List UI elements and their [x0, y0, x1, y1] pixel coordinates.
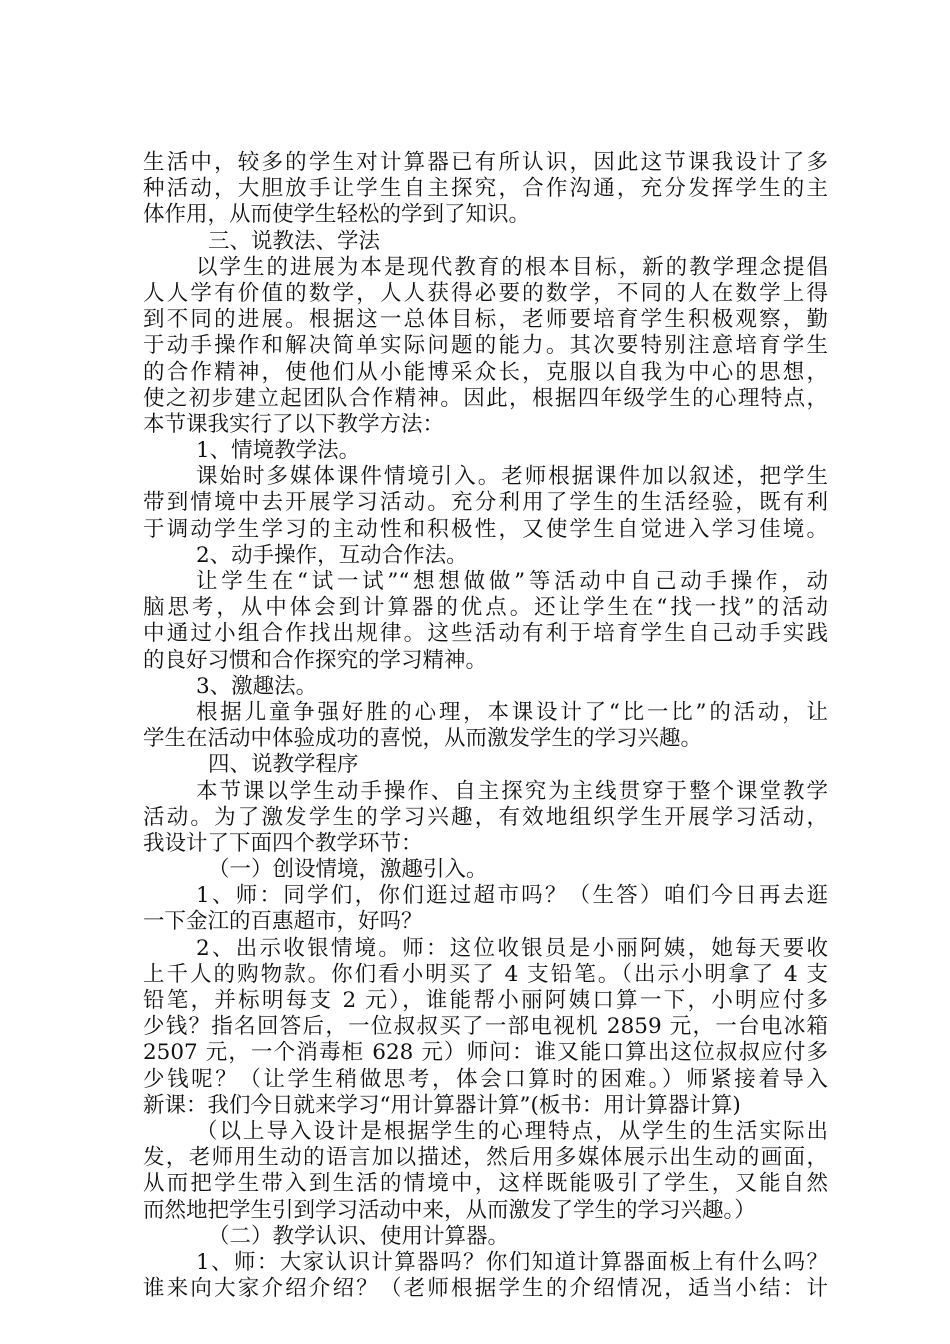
- text-line: 2、出示收银情境。师：这位收银员是小丽阿姨，她每天要收: [196, 935, 828, 961]
- section-heading: 四、说教学程序: [208, 752, 359, 778]
- text-line: 我设计了下面四个教学环节：: [143, 830, 423, 856]
- text-line: 铅笔，并标明每支 2 元），谁能帮小丽阿姨口算一下，小明应付多: [143, 988, 828, 1013]
- text-line: 以学生的进展为本是现代教育的根本目标，新的教学理念提倡: [196, 254, 828, 280]
- text-line: 2507 元，一个消毒柜 628 元）师问：谁又能口算出这位叔叔应付多: [143, 1040, 828, 1066]
- text-line: 本节课以学生动手操作、自主探究为主线贯穿于整个课堂教学: [196, 778, 828, 804]
- text-line: 活动。为了激发学生的学习兴趣，有效地组织学生开展学习活动，: [143, 804, 828, 830]
- text-line: 上千人的购物款。你们看小明买了 4 支铅笔。（出示小明拿了 4 支: [143, 961, 828, 987]
- subheading: 2、动手操作，互动合作法。: [196, 542, 468, 568]
- text-line: 的合作精神，使他们从小能博采众长，克服以自我为中心的思想，: [143, 359, 828, 385]
- text-line: 使之初步建立起团队合作精神。因此，根据四年级学生的心理特点，: [143, 385, 828, 411]
- text-line: 少钱？指名回答后，一位叔叔买了一部电视机 2859 元，一台电冰箱: [143, 1014, 828, 1040]
- text-line: 课始时多媒体课件情境引入。老师根据课件加以叙述，把学生: [196, 464, 828, 490]
- text-line: 新课：我们今日就来学习“用计算器计算”(板书：用计算器计算): [143, 1092, 741, 1118]
- subheading: （一）创设情境，激趣引入。: [208, 857, 488, 883]
- text-line: 根据儿童争强好胜的心理，本课设计了“比一比”的活动，让: [196, 699, 828, 725]
- text-line: 种活动，大胆放手让学生自主探究，合作沟通，充分发挥学生的主: [143, 176, 828, 202]
- text-line: 而然地把学生引到学习活动中来，从而激发了学生的学习兴趣。）: [143, 1197, 756, 1223]
- subheading: 1、情境教学法。: [196, 438, 361, 464]
- subheading: 3、激趣法。: [196, 673, 318, 699]
- text-line: 的良好习惯和合作探究的学习精神。: [143, 647, 488, 673]
- text-line: 一下金江的百惠超市，好吗？: [143, 909, 423, 935]
- text-line: （以上导入设计是根据学生的心理特点，从学生的生活实际出: [196, 1118, 828, 1144]
- text-line: 中通过小组合作找出规律。这些活动有利于培育学生自己动手实践: [143, 621, 828, 647]
- text-line: 少钱呢？（让学生稍做思考，体会口算时的困难。）师紧接着导入: [143, 1066, 828, 1092]
- text-line: 带到情境中去开展学习活动。充分利用了学生的生活经验，既有利: [143, 490, 828, 516]
- text-line: 于调动学生学习的主动性和积极性，又使学生自觉进入学习佳境。: [143, 516, 828, 542]
- text-line: 谁来向大家介绍介绍？（老师根据学生的介绍情况，适当小结：计: [143, 1276, 828, 1302]
- text-line: 1、师：同学们，你们逛过超市吗？（生答）咱们今日再去逛: [196, 883, 828, 909]
- text-line: 于动手操作和解决简单实际问题的能力。其次要特别注意培育学生: [143, 333, 828, 359]
- text-line: 到不同的进展。根据这一总体目标，老师要培育学生积极观察，勤: [143, 307, 828, 333]
- subheading: （二）教学认识、使用计算器。: [208, 1223, 510, 1249]
- text-line: 1、师：大家认识计算器吗？你们知道计算器面板上有什么吗？: [196, 1249, 828, 1275]
- text-line: 本节课我实行了以下教学方法：: [143, 411, 445, 437]
- section-heading: 三、说教法、学法: [208, 228, 381, 254]
- text-line: 脑思考，从中体会到计算器的优点。还让学生在“找一找”的活动: [143, 595, 828, 621]
- text-line: 学生在活动中体验成功的喜悦，从而激发学生的学习兴趣。: [143, 726, 703, 752]
- text-line: 体作用，从而使学生轻松的学到了知识。: [143, 202, 531, 228]
- text-line: 发，老师用生动的语言加以描述，然后用多媒体展示出生动的画面，: [143, 1145, 828, 1171]
- text-line: 让学生在“试一试”“想想做做”等活动中自己动手操作，动: [196, 569, 828, 594]
- document-body: [143, 150, 828, 1302]
- text-line: 从而把学生带入到生活的情境中，这样既能吸引了学生，又能自然: [143, 1171, 828, 1197]
- text-line: 人人学有价值的数学，人人获得必要的数学，不同的人在数学上得: [143, 280, 828, 306]
- text-line: 生活中，较多的学生对计算器已有所认识，因此这节课我设计了多: [143, 150, 828, 175]
